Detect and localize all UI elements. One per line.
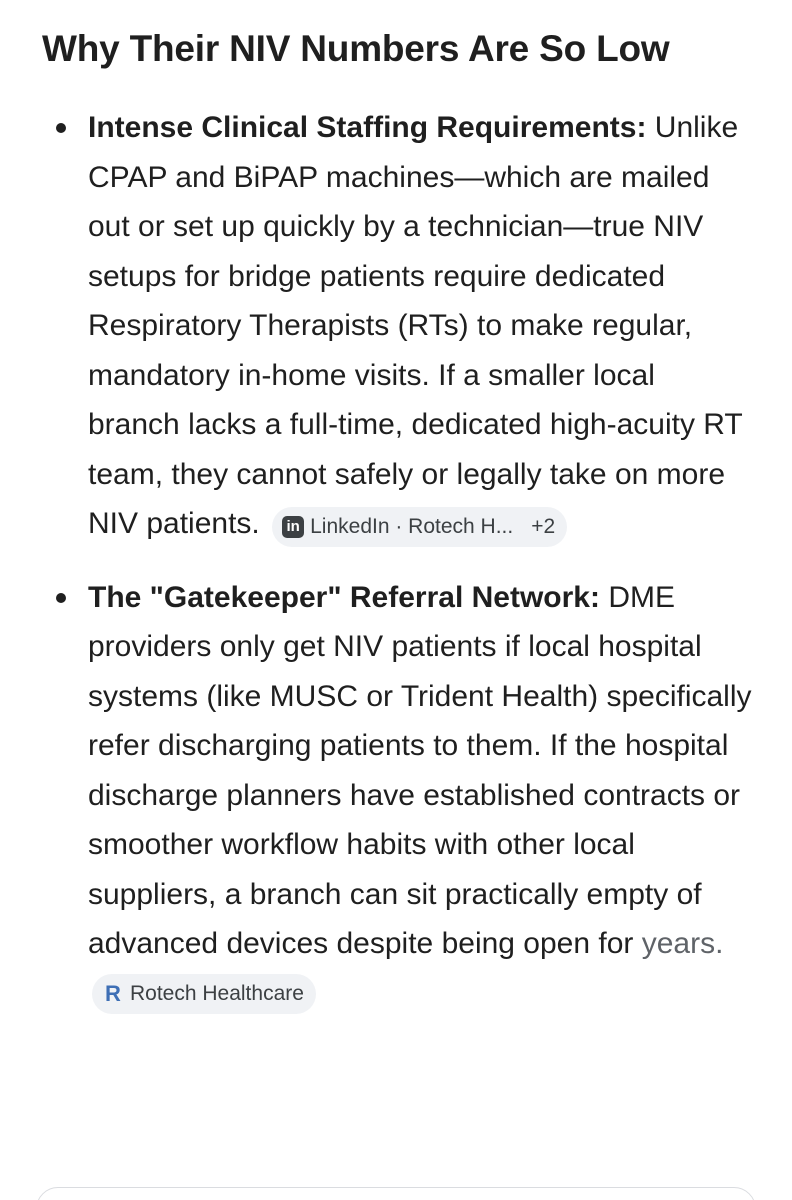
bullet-body: Unlike CPAP and BiPAP machines—which are mailed out or set up quickly by a technician—true NIV setups for bridge patients require dedicated Respiratory Therapists (RTs) to make regular, mandatory in-home visits. If a smaller local branch lacks a full-time, dedicated high-acuity RT team, they cannot safely or legally take on more NIV patients. [88, 111, 743, 540]
bottom-input-bar[interactable] [36, 1187, 756, 1200]
bullet-item-referral [42, 573, 752, 1019]
linkedin-icon: in [282, 516, 304, 538]
source-chip-linkedin[interactable] [272, 507, 567, 547]
source-chip-label: LinkedIn · Rotech H... [310, 515, 514, 538]
bullet-dot [56, 593, 66, 603]
source-chip-count: +2 [531, 515, 556, 538]
bullet-item-staffing [42, 103, 752, 549]
rotech-r-icon: R [105, 980, 121, 1006]
bullet-body-last-word: years. [641, 927, 724, 960]
section-heading: Why Their NIV Numbers Are So Low [42, 28, 670, 69]
bullet-dot [56, 123, 66, 133]
bullet-title: The "Gatekeeper" Referral Network: [88, 580, 600, 614]
source-chip-rotech[interactable] [92, 974, 316, 1014]
source-chip-label: Rotech Healthcare [130, 981, 304, 1005]
bullet-title: Intense Clinical Staffing Requirements: [88, 111, 647, 144]
bullet-body: DME providers only get NIV patients if local hospital systems (like MUSC or Trident Health) specifically refer discharging patients to them. If the hospital discharge planners have established contracts or smoother workflow habits with other local suppliers, a branch can sit practically empty of advanced devices despite being open for [88, 580, 752, 960]
bullet-list [42, 103, 752, 1018]
